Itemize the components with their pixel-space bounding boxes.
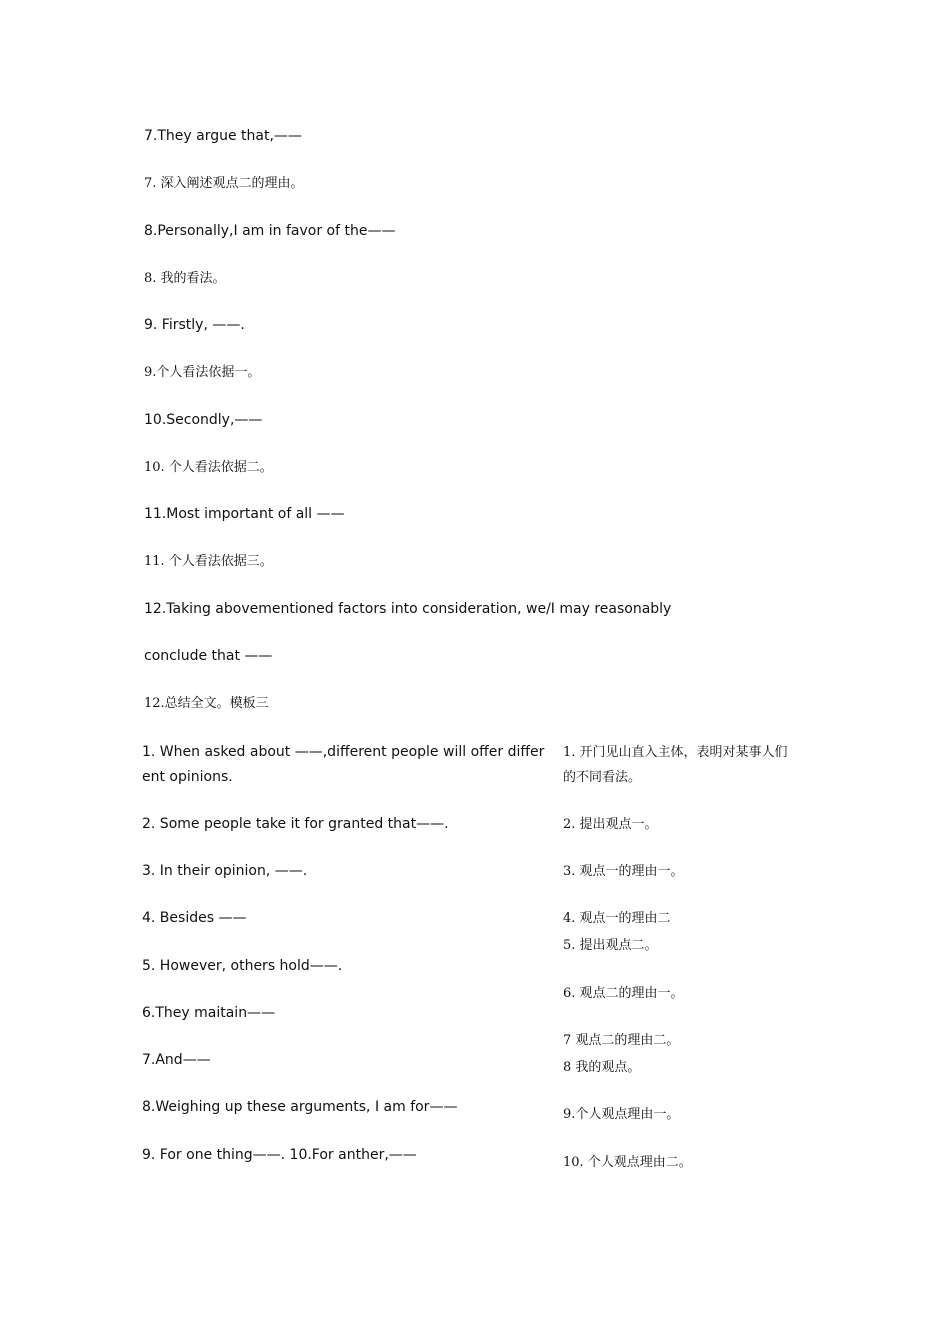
text-line: 8.Personally,I am in favor of the—— bbox=[144, 223, 396, 239]
text-line: 7.They argue that,—— bbox=[144, 128, 302, 144]
template-note bbox=[563, 909, 671, 928]
text-line-cn: 11. 个人看法依据三。 bbox=[144, 554, 273, 569]
template-line: 6.They maitain—— bbox=[142, 1005, 276, 1021]
template-line: 5. However, others hold——. bbox=[142, 958, 343, 974]
template-note-cn: 5. 提出观点二。 bbox=[563, 938, 658, 953]
template-note-cn: 7 观点二的理由二。 bbox=[563, 1033, 680, 1048]
text-line bbox=[144, 458, 273, 477]
template-note bbox=[563, 768, 641, 787]
template-note-cn: 1. 开门见山直入主体，表明对某事人们 bbox=[563, 745, 788, 760]
template-line: 4. Besides —— bbox=[142, 910, 247, 926]
template-line: 3. In their opinion, ——. bbox=[142, 863, 308, 879]
template-note-cn: 的不同看法。 bbox=[563, 770, 642, 785]
text-line: 12.Taking abovementioned factors into consideration, we/I may reasonably bbox=[144, 601, 672, 617]
template-note-cn: 2. 提出观点一。 bbox=[563, 817, 658, 832]
text-line: conclude that —— bbox=[144, 648, 273, 664]
template-note bbox=[563, 936, 658, 955]
text-line-cn: 10. 个人看法依据二。 bbox=[144, 460, 273, 475]
template-note bbox=[563, 815, 658, 834]
template-line: 8.Weighing up these arguments, I am for—— bbox=[142, 1099, 458, 1115]
template-note bbox=[563, 1105, 679, 1124]
text-line: 11.Most important of all —— bbox=[144, 506, 345, 522]
template-note bbox=[563, 862, 684, 881]
text-line-cn: 8. 我的看法。 bbox=[144, 271, 226, 286]
text-line-cn: 9.个人看法依据一。 bbox=[144, 365, 261, 380]
template-note bbox=[563, 1153, 692, 1172]
template-line: 7.And—— bbox=[142, 1052, 211, 1068]
section-heading bbox=[144, 694, 269, 713]
template-line: 9. For one thing——. 10.For anther,—— bbox=[142, 1147, 417, 1163]
template-line: 2. Some people take it for granted that——. bbox=[142, 816, 449, 832]
template-note-cn: 4. 观点一的理由二 bbox=[563, 911, 671, 926]
text-line bbox=[144, 269, 226, 288]
text-line-cn: 12.总结全文。模板三 bbox=[144, 696, 269, 711]
text-line: 10.Secondly,—— bbox=[144, 412, 263, 428]
template-note bbox=[563, 1058, 640, 1077]
template-note-cn: 6. 观点二的理由一。 bbox=[563, 986, 684, 1001]
text-line: 9. Firstly, ——. bbox=[144, 317, 245, 333]
template-note bbox=[563, 1031, 679, 1050]
template-note-cn: 3. 观点一的理由一。 bbox=[563, 864, 684, 879]
template-line: 1. When asked about ——,different people will offer differ bbox=[142, 744, 545, 760]
template-note bbox=[563, 984, 684, 1003]
text-line bbox=[144, 174, 304, 193]
template-note-cn: 8 我的观点。 bbox=[563, 1060, 641, 1075]
template-note bbox=[563, 743, 788, 762]
text-line-cn: 7. 深入阐述观点二的理由。 bbox=[144, 176, 304, 191]
template-note-cn: 10. 个人观点理由二。 bbox=[563, 1155, 692, 1170]
text-line bbox=[144, 363, 260, 382]
template-line: ent opinions. bbox=[142, 769, 233, 785]
text-line bbox=[144, 552, 273, 571]
template-note-cn: 9.个人观点理由一。 bbox=[563, 1107, 680, 1122]
